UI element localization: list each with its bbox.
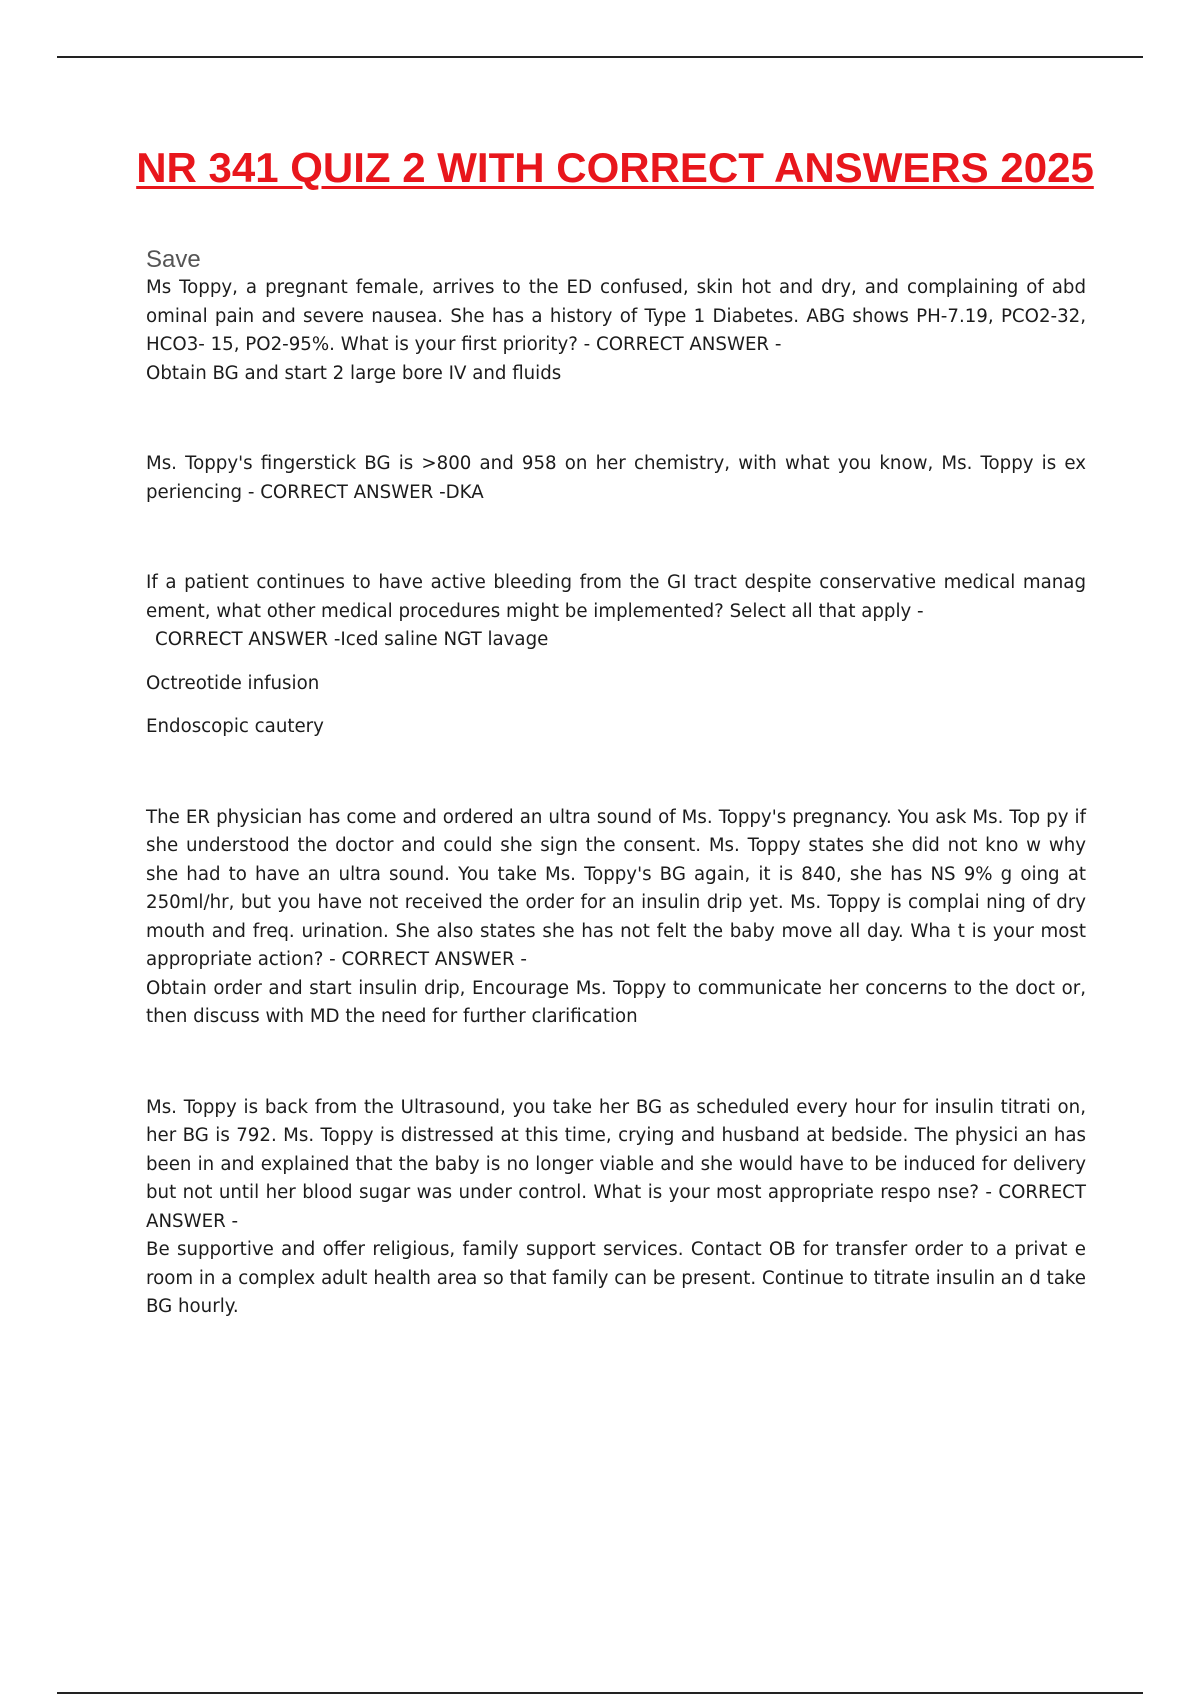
- question-text: Ms. Toppy's fingerstick BG is >800 and 958 on her chemistry, with what you know, Ms. Toppy is ex periencing - CORRECT ANSWER -DKA: [146, 453, 1086, 503]
- answer-option: Octreotide infusion: [146, 672, 320, 694]
- answer-text: Be supportive and offer religious, family support services. Contact OB for transfer order to a privat e room in a complex adult health area so that family can be present. Continue to titrate insulin an d take BG hourly.: [146, 1239, 1086, 1317]
- top-rule: [57, 56, 1143, 58]
- answer-text: Obtain order and start insulin drip, Encourage Ms. Toppy to communicate her concerns to the doct or, then discuss with MD the need for further clarification: [146, 977, 1086, 1027]
- question-text: The ER physician has come and ordered an ultra sound of Ms. Toppy's pregnancy. You ask Ms. Top py if she understood the doctor and could she sign the consent. Ms. Toppy states she did not kno w why she had to have an ultra sound. You take Ms. Toppy's BG again, it is 840, she has NS 9% g oing at 250ml/hr, but you have not received the order for an insulin drip yet. Ms. Toppy is complai ning of dry mouth and freq. urination. She also states she has not felt the baby move all day. Wha t is your most appropriate action? - CORRECT ANSWER -: [146, 806, 1086, 970]
- document-title: NR 341 QUIZ 2 WITH CORRECT ANSWERS 2025: [136, 144, 1094, 191]
- bottom-rule: [57, 1692, 1143, 1694]
- qa-item: [146, 1094, 1086, 1322]
- question-text: Ms. Toppy is back from the Ultrasound, you take her BG as scheduled every hour for insulin titrati on, her BG is 792. Ms. Toppy is distressed at this time, crying and husband at bedside. The physici an has been in and explained that the baby is no longer viable and she would have to be induced for delivery but not until her blood sugar was under control. What is your most appropriate respo nse? - CORRECT ANSWER -: [146, 1096, 1086, 1232]
- answer-text: Obtain BG and start 2 large bore IV and fluids: [146, 362, 562, 384]
- answer-option: Endoscopic cautery: [146, 716, 324, 737]
- qa-item: [146, 804, 1086, 1032]
- question-text: Ms Toppy, a pregnant female, arrives to the ED confused, skin hot and dry, and complaining of abd ominal pain and severe nausea. She has a history of Type 1 Diabetes. ABG shows PH-7.19, PCO2-32, HCO3- 15, PO2-95%. What is your first priority? - CORRECT ANSWER -: [146, 277, 1086, 355]
- question-text: If a patient continues to have active bleeding from the GI tract despite conservative medical manag ement, what other medical procedures might be implemented? Select all that apply -: [146, 572, 1086, 622]
- save-label[interactable]: Save: [146, 246, 201, 273]
- qa-item: [146, 450, 1086, 507]
- qa-item: [146, 569, 1086, 742]
- document-body: [146, 274, 1086, 1322]
- qa-item: [146, 274, 1086, 388]
- answer-text: CORRECT ANSWER -Iced saline NGT lavage: [155, 629, 549, 650]
